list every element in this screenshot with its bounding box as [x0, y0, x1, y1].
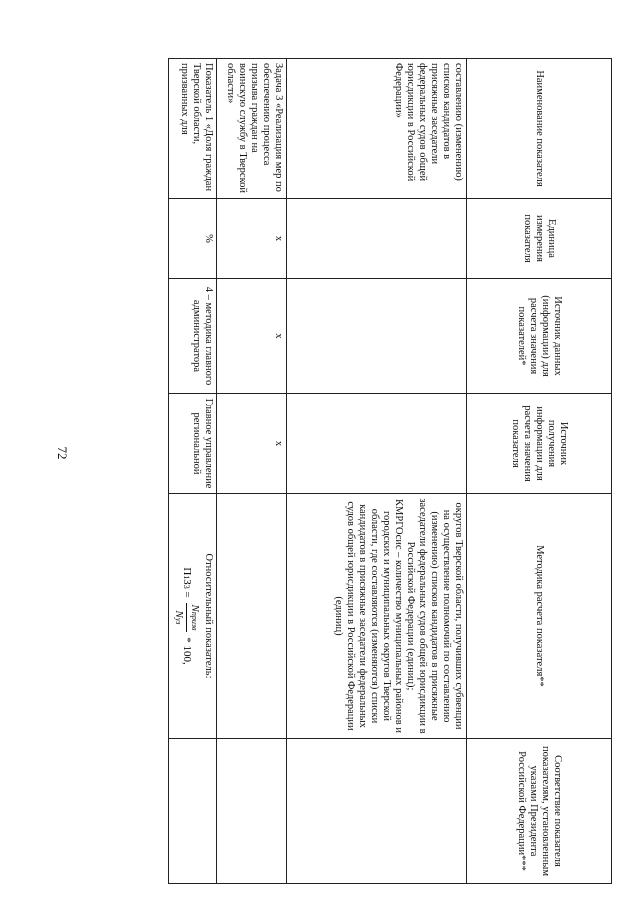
header-name: Наименование показателя — [467, 59, 612, 199]
row1-compliance — [287, 739, 467, 884]
row3-compliance — [169, 739, 217, 884]
row3-method — [169, 494, 217, 739]
row3-method-label: Относительный показатель: — [203, 553, 214, 679]
formula-eq: = — [180, 591, 193, 598]
formula-lhs2: З — [180, 579, 193, 585]
header-compliance: Соответствие показателя показателям, установленным указами Президента Российской Федерации*** — [467, 739, 612, 884]
row3-formula — [171, 498, 202, 734]
row1-data-source — [287, 279, 467, 394]
row2-compliance — [217, 739, 287, 884]
formula-lhs: П — [180, 567, 193, 576]
formula-num: N — [189, 604, 201, 612]
indicators-table — [168, 58, 612, 884]
row2-method — [217, 494, 287, 739]
table-row — [217, 59, 287, 884]
row3-name: Показатель 1 «Доля граждан Тверской области, призванных для — [169, 59, 217, 199]
row2-name: Задача 3 «Реализация мер по обеспечению процесса призыва граждан на воинскую службу в Тверской области» — [217, 59, 287, 199]
row3-data-source: 4 – методика главного администратора — [169, 279, 217, 394]
row1-method-line1: округов Тверской области, получивших субвенции на осуществление полномочий по составлению (изменению) списков кандидатов в присяжные заседатели федеральных судов общей юрисдикции в Российской Федерации (единиц); — [405, 498, 464, 734]
row1-unit — [287, 199, 467, 279]
formula-fraction — [171, 603, 202, 633]
row2-unit: х — [217, 199, 287, 279]
header-info-source: Источник получения информации для расчета значения показателя — [467, 394, 612, 494]
table-row — [287, 59, 467, 884]
formula-tail: * 100, — [180, 637, 193, 665]
row2-data-source: х — [217, 279, 287, 394]
header-row — [467, 59, 612, 884]
table-row — [169, 59, 217, 884]
header-method: Методика расчета показателя** — [467, 494, 612, 739]
formula-den-sub: уз — [174, 617, 183, 625]
formula-lhs2-sub: 3 — [181, 584, 191, 589]
formula-denominator — [171, 609, 186, 627]
header-data-source: Источник данных (информации) для расчета значения показателей* — [467, 279, 612, 394]
header-unit: Единица измерения показателя — [467, 199, 612, 279]
formula-den: N — [173, 610, 185, 618]
row3-unit: % — [169, 199, 217, 279]
formula-num-sub: призв — [190, 611, 199, 631]
row1-name: составлению (изменению) списков кандидатов в присяжные заседатели федеральных судов общей юрисдикции в Российской Федерации» — [287, 59, 467, 199]
formula-lhs-sub: 1 — [181, 575, 191, 580]
row1-method-line2: КМРГОсис – количество муниципальных районов и городских и муниципальных округов Тверской области, где составляются (изменяются) списки кандидатов в присяжные заседатели федеральных судов общей юрисдикции в Российской Федерации (единиц) — [333, 499, 404, 733]
row1-info-source — [287, 394, 467, 494]
page-number: 72 — [55, 446, 70, 460]
rotated-table-container — [173, 58, 612, 883]
row2-info-source: х — [217, 394, 287, 494]
formula-numerator — [186, 603, 202, 633]
row1-method — [287, 494, 467, 739]
row3-info-source: Главное управление региональной — [169, 394, 217, 494]
